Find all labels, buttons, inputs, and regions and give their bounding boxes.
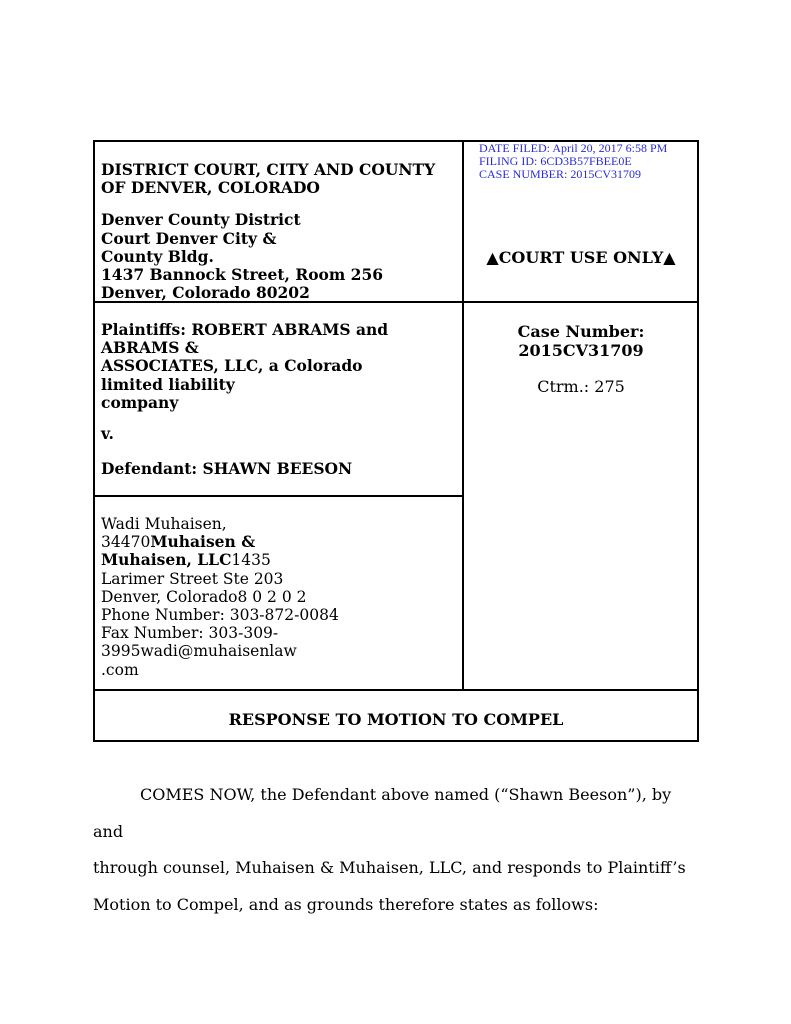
plaintiffs-line5: company xyxy=(101,392,179,412)
firm-name-part2: Muhaisen, LLC xyxy=(101,550,232,570)
parties-block xyxy=(101,321,388,478)
filing-date: DATE FILED: April 20, 2017 6:58 PM xyxy=(479,141,668,155)
plaintiffs-line3: ASSOCIATES, LLC, a Colorado xyxy=(101,356,363,376)
court-building-line2: Court Denver City & xyxy=(101,228,277,248)
attorney-line5: Denver, Colorado8 0 2 0 2 xyxy=(101,587,307,606)
opening-paragraph xyxy=(93,777,703,923)
street-number: 1435 xyxy=(231,551,271,570)
paragraph-line3: Motion to Compel, and as grounds therefore states as follows: xyxy=(93,894,599,914)
document-title: RESPONSE TO MOTION TO COMPEL xyxy=(228,710,564,729)
paragraph-line2: through counsel, Muhaisen & Muhaisen, LLC, and responds to Plaintiff’s xyxy=(93,858,686,877)
attorney-line8: 3995wadi@muhaisenlaw xyxy=(101,642,297,661)
case-number-block xyxy=(463,322,699,396)
court-address-line2: Denver, Colorado 80202 xyxy=(101,283,310,303)
attorney-line3 xyxy=(101,551,339,569)
attorney-reg-number: 34470 xyxy=(101,533,151,552)
court-use-only-label: ▲COURT USE ONLY▲ xyxy=(486,248,676,267)
attorney-block xyxy=(101,515,339,679)
plaintiffs-line2: ABRAMS & xyxy=(101,338,199,358)
court-header xyxy=(101,161,435,302)
case-number-label: Case Number: xyxy=(517,322,645,341)
case-number-value: 2015CV31709 xyxy=(518,341,644,360)
caption-vertical-divider xyxy=(462,142,464,689)
court-name-line2: OF DENVER, COLORADO xyxy=(101,178,320,198)
court-building-line3: County Bldg. xyxy=(101,246,214,266)
filing-id: FILING ID: 6CD3B57FBEE0E xyxy=(479,154,632,168)
court-name-line1: DISTRICT COURT, CITY AND COUNTY xyxy=(101,160,436,179)
attorney-line4: Larimer Street Ste 203 xyxy=(101,569,284,588)
court-address-line1: 1437 Bannock Street, Room 256 xyxy=(101,265,384,285)
filing-case-number: CASE NUMBER: 2015CV31709 xyxy=(479,167,642,181)
attorney-line2 xyxy=(101,533,339,551)
attorney-phone: Phone Number: 303-872-0084 xyxy=(101,606,339,625)
attorney-fax: Fax Number: 303-309- xyxy=(101,624,279,643)
attorney-line9: .com xyxy=(101,660,139,679)
firm-name-part1: Muhaisen & xyxy=(150,532,256,552)
paragraph-line1 xyxy=(93,777,703,850)
paragraph-line1-text: COMES NOW, the Defendant above named (“Shawn Beeson”), by and xyxy=(93,785,672,841)
court-building-line1: Denver County District xyxy=(101,210,301,230)
defendant-line: Defendant: SHAWN BEESON xyxy=(101,459,353,479)
courtroom: Ctrm.: 275 xyxy=(537,377,625,396)
plaintiffs-line1: Plaintiffs: ROBERT ABRAMS and xyxy=(101,320,389,339)
caption-divider-2 xyxy=(95,495,462,497)
attorney-line1: Wadi Muhaisen, xyxy=(101,515,227,533)
caption-box xyxy=(93,140,699,742)
filing-stamp xyxy=(479,142,667,181)
versus: v. xyxy=(101,424,114,444)
plaintiffs-line4: limited liability xyxy=(101,374,235,394)
caption-divider-3 xyxy=(95,689,697,691)
